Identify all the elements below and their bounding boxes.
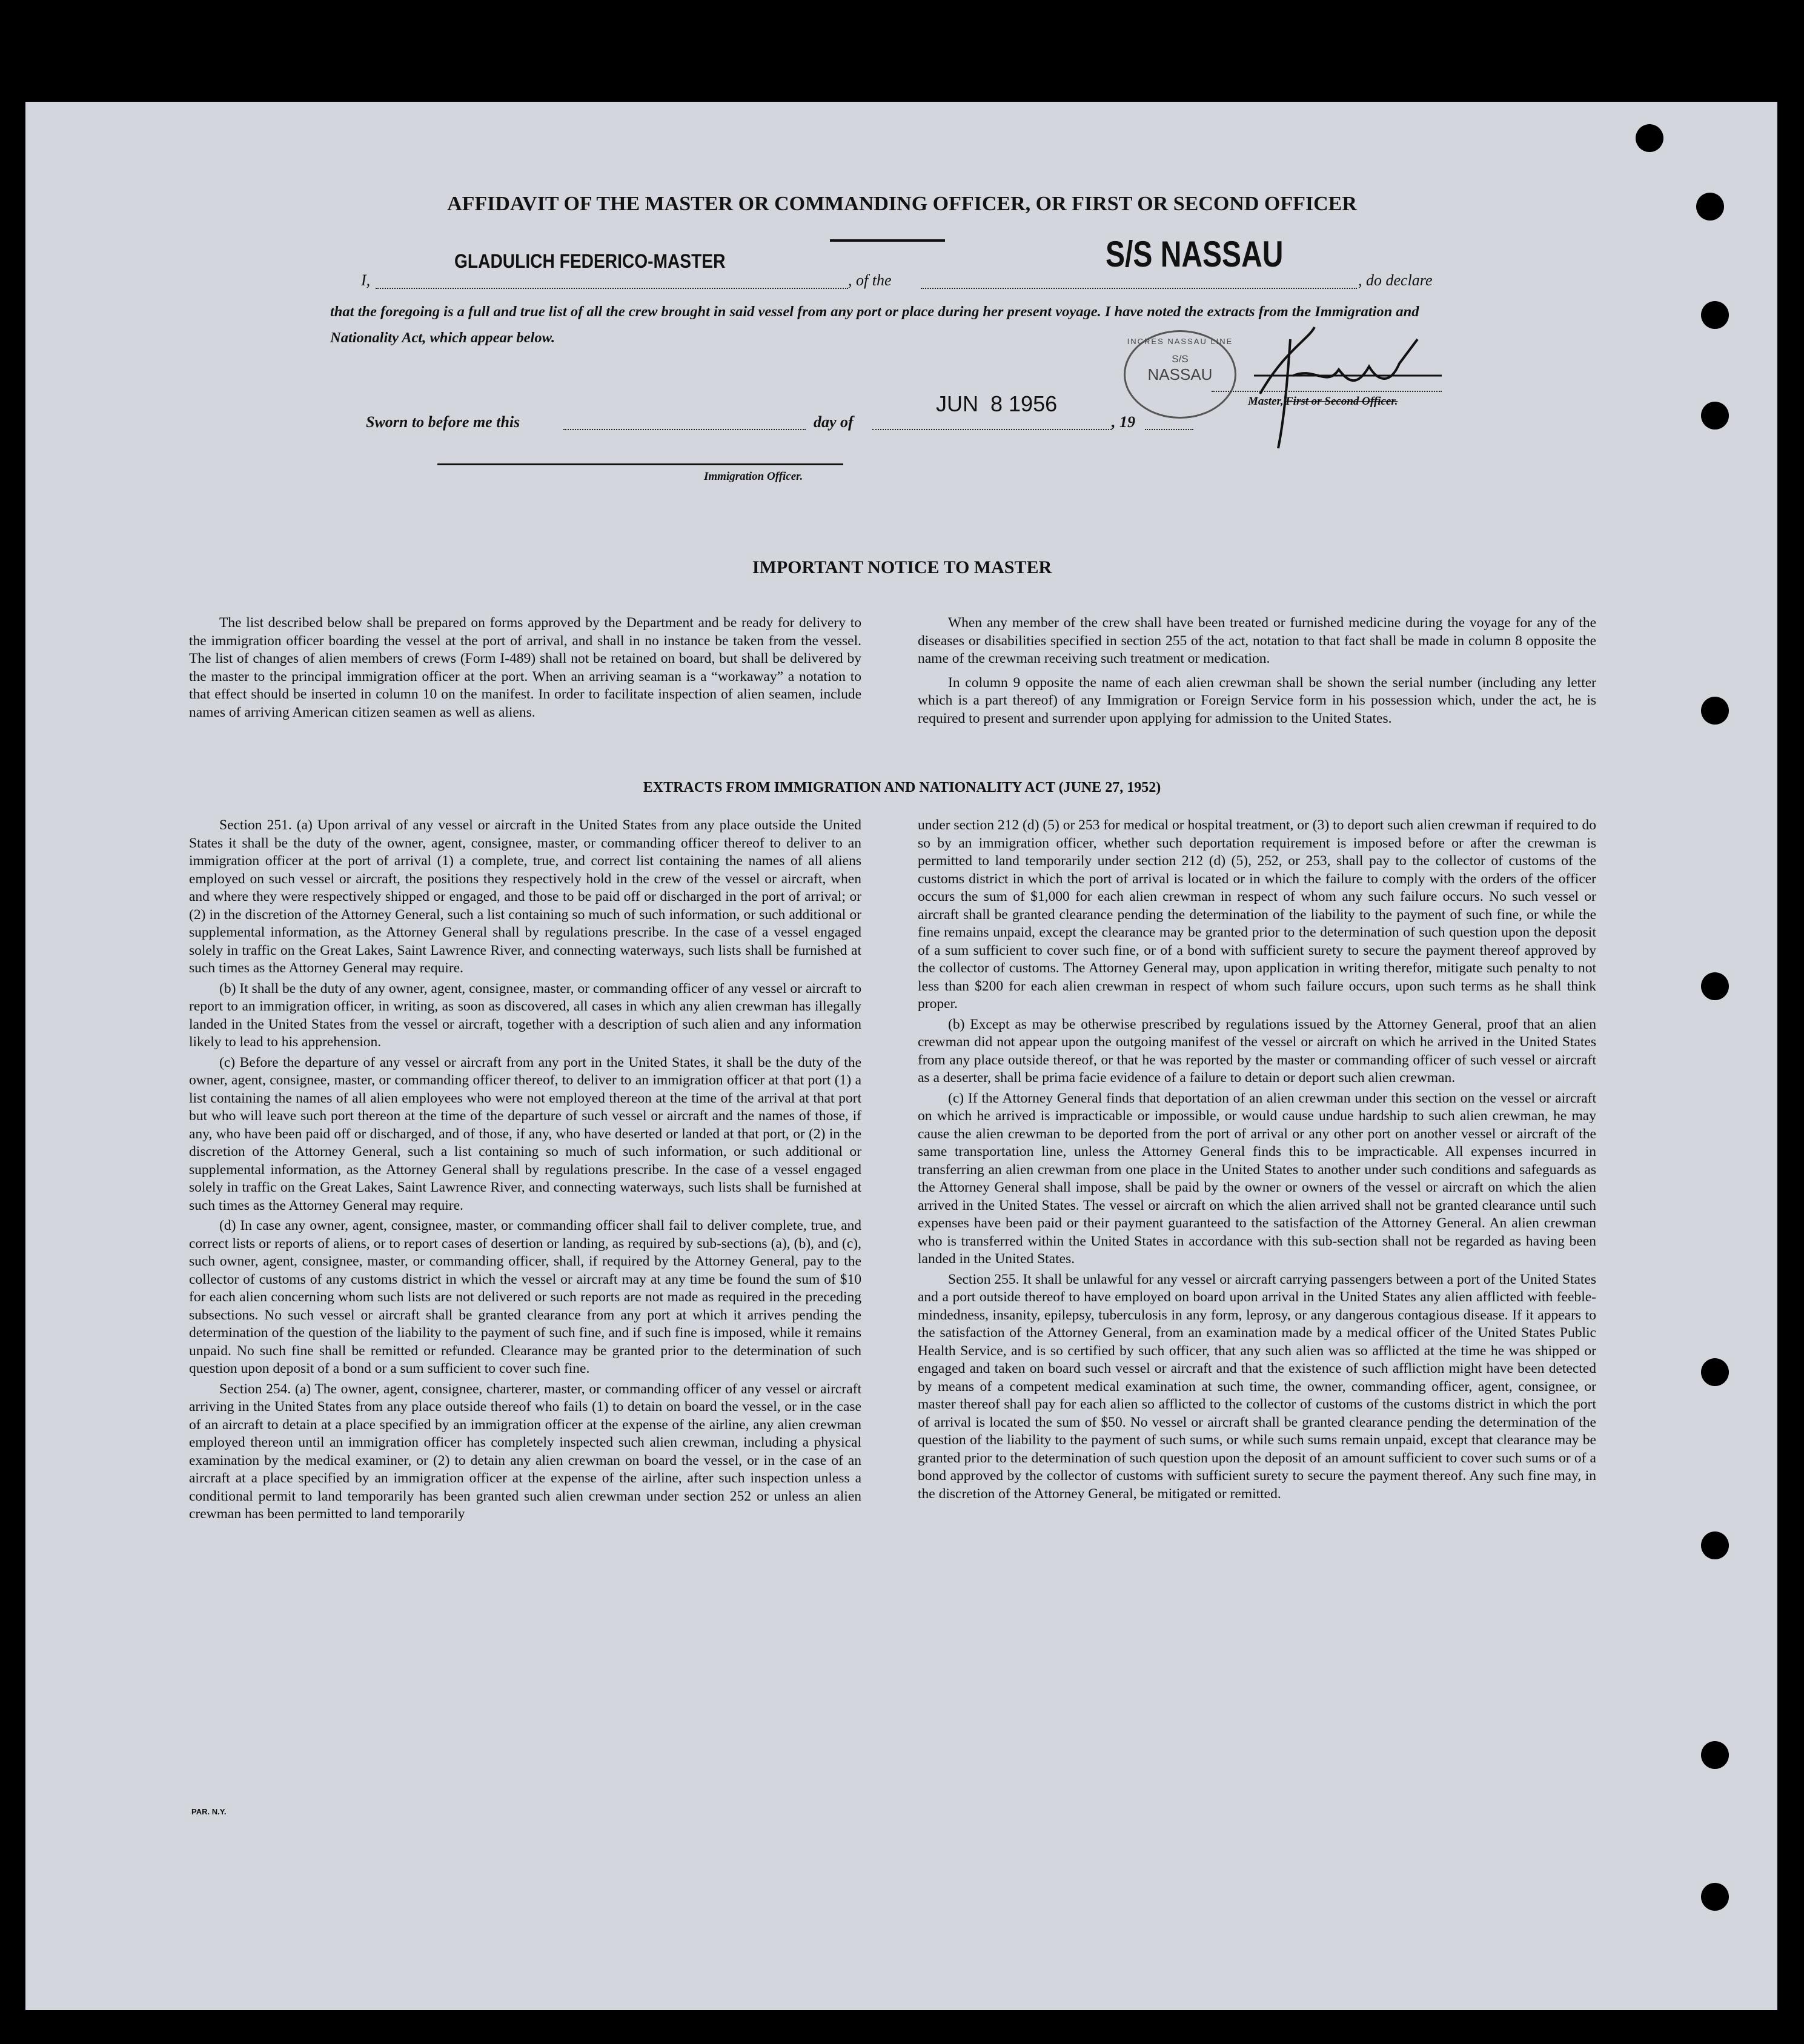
master-label: Master, — [1248, 395, 1284, 408]
stamp-main: NASSAU — [1147, 365, 1213, 383]
punch-hole — [1701, 697, 1729, 725]
vessel-stamp — [1124, 330, 1236, 419]
punch-hole — [1701, 1358, 1729, 1386]
stamp-ring-text: INCRES NASSAU LINE — [1127, 337, 1233, 346]
section-254a-cont: under section 212 (d) (5) or 253 for medical or hospital treatment, or (3) to deport such alien crewman if required to do so by an immigration officer, whether such deportation requirement is imposed before or after the crewman is permitted to land temporarily under section 212 (d) (5), 252, or 253, shall pay to the collector of customs of the customs district in which the port of arrival is located or in which the failure to comply with the orders of the officer occurs the sum of $1,000 for each alien crewman in respect of whom any such failure occurs. No such vessel or aircraft shall be granted clearance pending the determination of the liability to the payment of such fine, or while the fine remains unpaid, except the clearance may be granted prior to the determination of such question upon the deposit of a sum sufficient to cover such fine, or of a bond with sufficient surety to secure the payment thereof approved by the collector of customs. The Attorney General may, upon application in writing therefor, mitigate such penalty to not less than $200 for each alien crewman in respect of whom such failure occurs, upon such terms as he shall think proper. — [918, 817, 1596, 1012]
i-label: I, — [361, 271, 371, 289]
punch-hole — [1701, 402, 1729, 430]
punch-hole — [1701, 1883, 1729, 1911]
date-stamp: JUN 8 1956 — [936, 391, 1058, 416]
punch-hole — [1636, 124, 1663, 152]
day-of-label: day of — [814, 413, 854, 431]
immigration-officer-label: Immigration Officer. — [704, 470, 803, 483]
section-251b: (b) It shall be the duty of any owner, agent, consignee, master, or commanding officer of any vessel or aircraft to report to an immigration officer, in writing, as soon as discovered, all cases in which any alien crewman has illegally landed in the United States from the vessel or aircraft, together with a description of such alien and any information likely to lead to his apprehension. — [189, 980, 861, 1050]
extracts-right-column — [918, 817, 1596, 1505]
extracts-heading: EXTRACTS FROM IMMIGRATION AND NATIONALITY ACT (JUNE 27, 1952) — [643, 780, 1161, 795]
notice-right-paragraph-1: When any member of the crew shall have been treated or furnished medicine during the voyage for any of the diseases or disabilities specified in section 255 of the act, notation to that fact shall be made in column 8 opposite the name of the crewman receiving such treatment or medication. — [918, 615, 1596, 666]
section-254c: (c) If the Attorney General finds that deportation of an alien crewman under this section on the vessel or aircraft on which he arrived is impracticable or impossible, or would cause undue hardship to such alien crewman, he may cause the alien crewman to be deported from the port of arrival or any other port on another vessel or aircraft of the same transportation line, unless the Attorney General finds this to be impracticable. All expenses incurred in transferring an alien crewman from one place in the United States to another under such conditions and safeguards as the Attorney General shall impose, shall be paid by the owner or owners of the vessel or aircraft on which the alien arrived in the United States. The vessel or aircraft on which the alien arrived shall not be granted clearance until such expenses have been paid or their payment guaranteed to the satisfaction of the Attorney General. An alien crewman who is transferred within the United States in accordance with this sub-section shall not be regarded as having been landed in the United States. — [918, 1090, 1596, 1267]
punch-hole — [1701, 972, 1729, 1000]
struck-officer-label: First or Second Officer. — [1285, 395, 1398, 408]
stamp-top: S/S — [1172, 353, 1189, 365]
sworn-label: Sworn to before me this — [366, 413, 520, 431]
year-line — [1145, 429, 1193, 430]
vessel-line — [921, 288, 1357, 289]
punch-hole — [1701, 1741, 1729, 1769]
master-signature — [1236, 315, 1454, 454]
name-line — [376, 288, 848, 289]
year-prefix: , 19 — [1112, 413, 1135, 431]
notice-left-column — [189, 614, 861, 724]
master-name: GLADULICH FEDERICO-MASTER — [454, 250, 726, 272]
heading-rule — [830, 239, 945, 242]
section-251c: (c) Before the departure of any vessel or aircraft from any port in the United States, it shall be the duty of the owner, agent, consignee, master, or commanding officer thereof, to deliver to an immigration officer at that port (1) a list containing the names of all alien employees who were not employed thereon at the time of the arrival at that port but who will leave such port thereon at the time of the departure of such vessel or aircraft and the names of those, if any, who have been paid off or discharged, and of those, if any, who have deserted or landed at that port, or (2) in the discretion of the Attorney General, such a list containing so much of such information, or such additional or supplemental information, as the Attorney General shall by regulations prescribe. In the case of a vessel engaged solely in traffic on the Great Lakes, Saint Lawrence River, and connecting waterways, such lists shall be furnished at such times as the Attorney General may require. — [189, 1054, 861, 1213]
extracts-left-column — [189, 817, 861, 1526]
do-declare-label: , do declare — [1358, 271, 1433, 289]
date-line — [872, 429, 1112, 430]
affidavit-statement: that the foregoing is a full and true list of all the crew brought in said vessel from any port or place during her present voyage. I have noted the extracts from the Immigration and Nationality Act, which appear below. — [330, 304, 1419, 346]
sworn-day-line — [563, 429, 806, 430]
section-251d: (d) In case any owner, agent, consignee, master, or commanding officer shall fail to deliver complete, true, and correct lists or reports of aliens, or to report cases of desertion or landing, as required by sub-sections (a), (b), and (c), such owner, agent, consignee, master, or commanding officer, shall, if required by the Attorney General, pay to the collector of customs of any customs district in which the vessel or aircraft may at any time be found the sum of $10 for each alien concerning whom such lists are not delivered or such reports are not made as required in the preceding subsections. No such vessel or aircraft shall be granted clearance from any port at which it arrives pending the determination of the question of the liability to the payment of such fine, and if such fine is imposed, while it remains unpaid. No such fine shall be remitted or refunded. Clearance may be granted prior to the determination of such question upon deposit of a bond or a sum sufficient to cover such fine. — [189, 1218, 861, 1376]
printer-mark: PAR. N.Y. — [191, 1807, 227, 1816]
punch-hole — [1701, 301, 1729, 329]
section-254a-start: Section 254. (a) The owner, agent, consignee, charterer, master, or commanding officer of any vessel or aircraft arriving in the United States from any place outside thereof who fails (1) to detain on board the vessel, or in the case of an aircraft to detain at a place specified by an immigration officer at the expense of the airline, any alien crewman employed thereon until an immigration officer has completely inspected such alien crewman, including a physical examination by the medical examiner, or (2) to detain any alien crewman on board the vessel, or in the case of an aircraft at a place specified by an immigration officer at the expense of the airline, after such inspection unless a conditional permit to land temporarily has been granted such alien crewman under section 252 or unless an alien crewman has been permitted to land temporarily — [189, 1381, 861, 1522]
section-254b: (b) Except as may be otherwise prescribed by regulations issued by the Attorney General, proof that an alien crewman did not appear upon the outgoing manifest of the vessel or aircraft on which he arrived in the United States from any place outside thereof, or that he was reported by the master or commanding officer of such vessel or aircraft as a deserter, shall be prima facie evidence of a failure to detain or deport such alien crewman. — [918, 1016, 1596, 1086]
section-255: Section 255. It shall be unlawful for any vessel or aircraft carrying passengers between a port of the United States and a port outside thereof to have employed on board upon arrival in the United States any alien afflicted with feeble-mindedness, insanity, epilepsy, tuberculosis in any form, leprosy, or any dangerous contagious disease. If it appears to the satisfaction of the Attorney General, from an examination made by a medical officer of the United States Public Health Service, and is so certified by such officer, that any such alien was so afflicted at the time he was shipped or engaged and taken on board such vessel or aircraft and that the existence of such affliction might have been detected by means of a competent medical examination at such time, the owner, commanding officer, agent, consignee, or master thereof shall pay for each alien so afflicted to the collector of customs of the customs district in which the port of arrival is located the sum of $50. No vessel or aircraft shall be granted clearance pending the determination of the question of the liability to the payment of such sums, or while such sums remain unpaid, except that clearance may be granted prior to the determination of such question upon the deposit of an amount sufficient to cover such sums or of a bond approved by the collector of customs with sufficient surety to secure the payment thereof. Any such fine may, in the discretion of the Attorney General, be mitigated or remitted. — [918, 1271, 1596, 1502]
punch-hole — [1701, 1531, 1729, 1559]
affidavit-heading: AFFIDAVIT OF THE MASTER OR COMMANDING OFFICER, OR FIRST OR SECOND OFFICER — [447, 193, 1357, 215]
master-signature-line — [1212, 391, 1442, 392]
section-251a: Section 251. (a) Upon arrival of any vessel or aircraft in the United States from any place outside the United States it shall be the duty of the owner, agent, consignee, master, or commanding officer thereof to deliver to an immigration officer at the port of arrival (1) a complete, true, and correct list containing the names of all aliens employed on such vessel or aircraft, the positions they respectively hold in the crew of the vessel or aircraft, when and where they were respectively shipped or engaged, and those to be paid off or discharged in the port of arrival; or (2) in the discretion of the Attorney General, such a list containing so much of such information, or such additional or supplemental information, as the Attorney General shall by regulations prescribe. In the case of a vessel engaged solely in traffic on the Great Lakes, Saint Lawrence River, and connecting waterways, such lists shall be furnished at such times as the Attorney General may require. — [189, 817, 861, 976]
vessel-name: S/S NASSAU — [1106, 234, 1284, 274]
immigration-officer-line — [437, 463, 843, 465]
notice-left-paragraph: The list described below shall be prepared on forms approved by the Department and be ready for delivery to the immigration officer boarding the vessel at the port of arrival, and shall in no instance be taken from the vessel. The list of changes of alien members of crews (Form I-489) shall not be retained on board, but shall be delivered by the master to the principal immigration officer at the port. When an arriving seaman is a “workaway” a notation to that effect should be inserted in column 10 on the manifest. In order to facilitate inspection of alien seamen, include names of arriving American citizen seamen as well as aliens. — [189, 615, 861, 720]
of-the-label: , of the — [848, 271, 892, 289]
notice-right-column — [918, 614, 1596, 730]
notice-heading: IMPORTANT NOTICE TO MASTER — [752, 557, 1052, 577]
notice-right-paragraph-2: In column 9 opposite the name of each alien crewman shall be shown the serial number (including any letter which is a part thereof) of any Immigration or Foreign Service form in his possession which, under the act, he is required to present and surrender upon applying for admission to the United States. — [918, 674, 1596, 726]
